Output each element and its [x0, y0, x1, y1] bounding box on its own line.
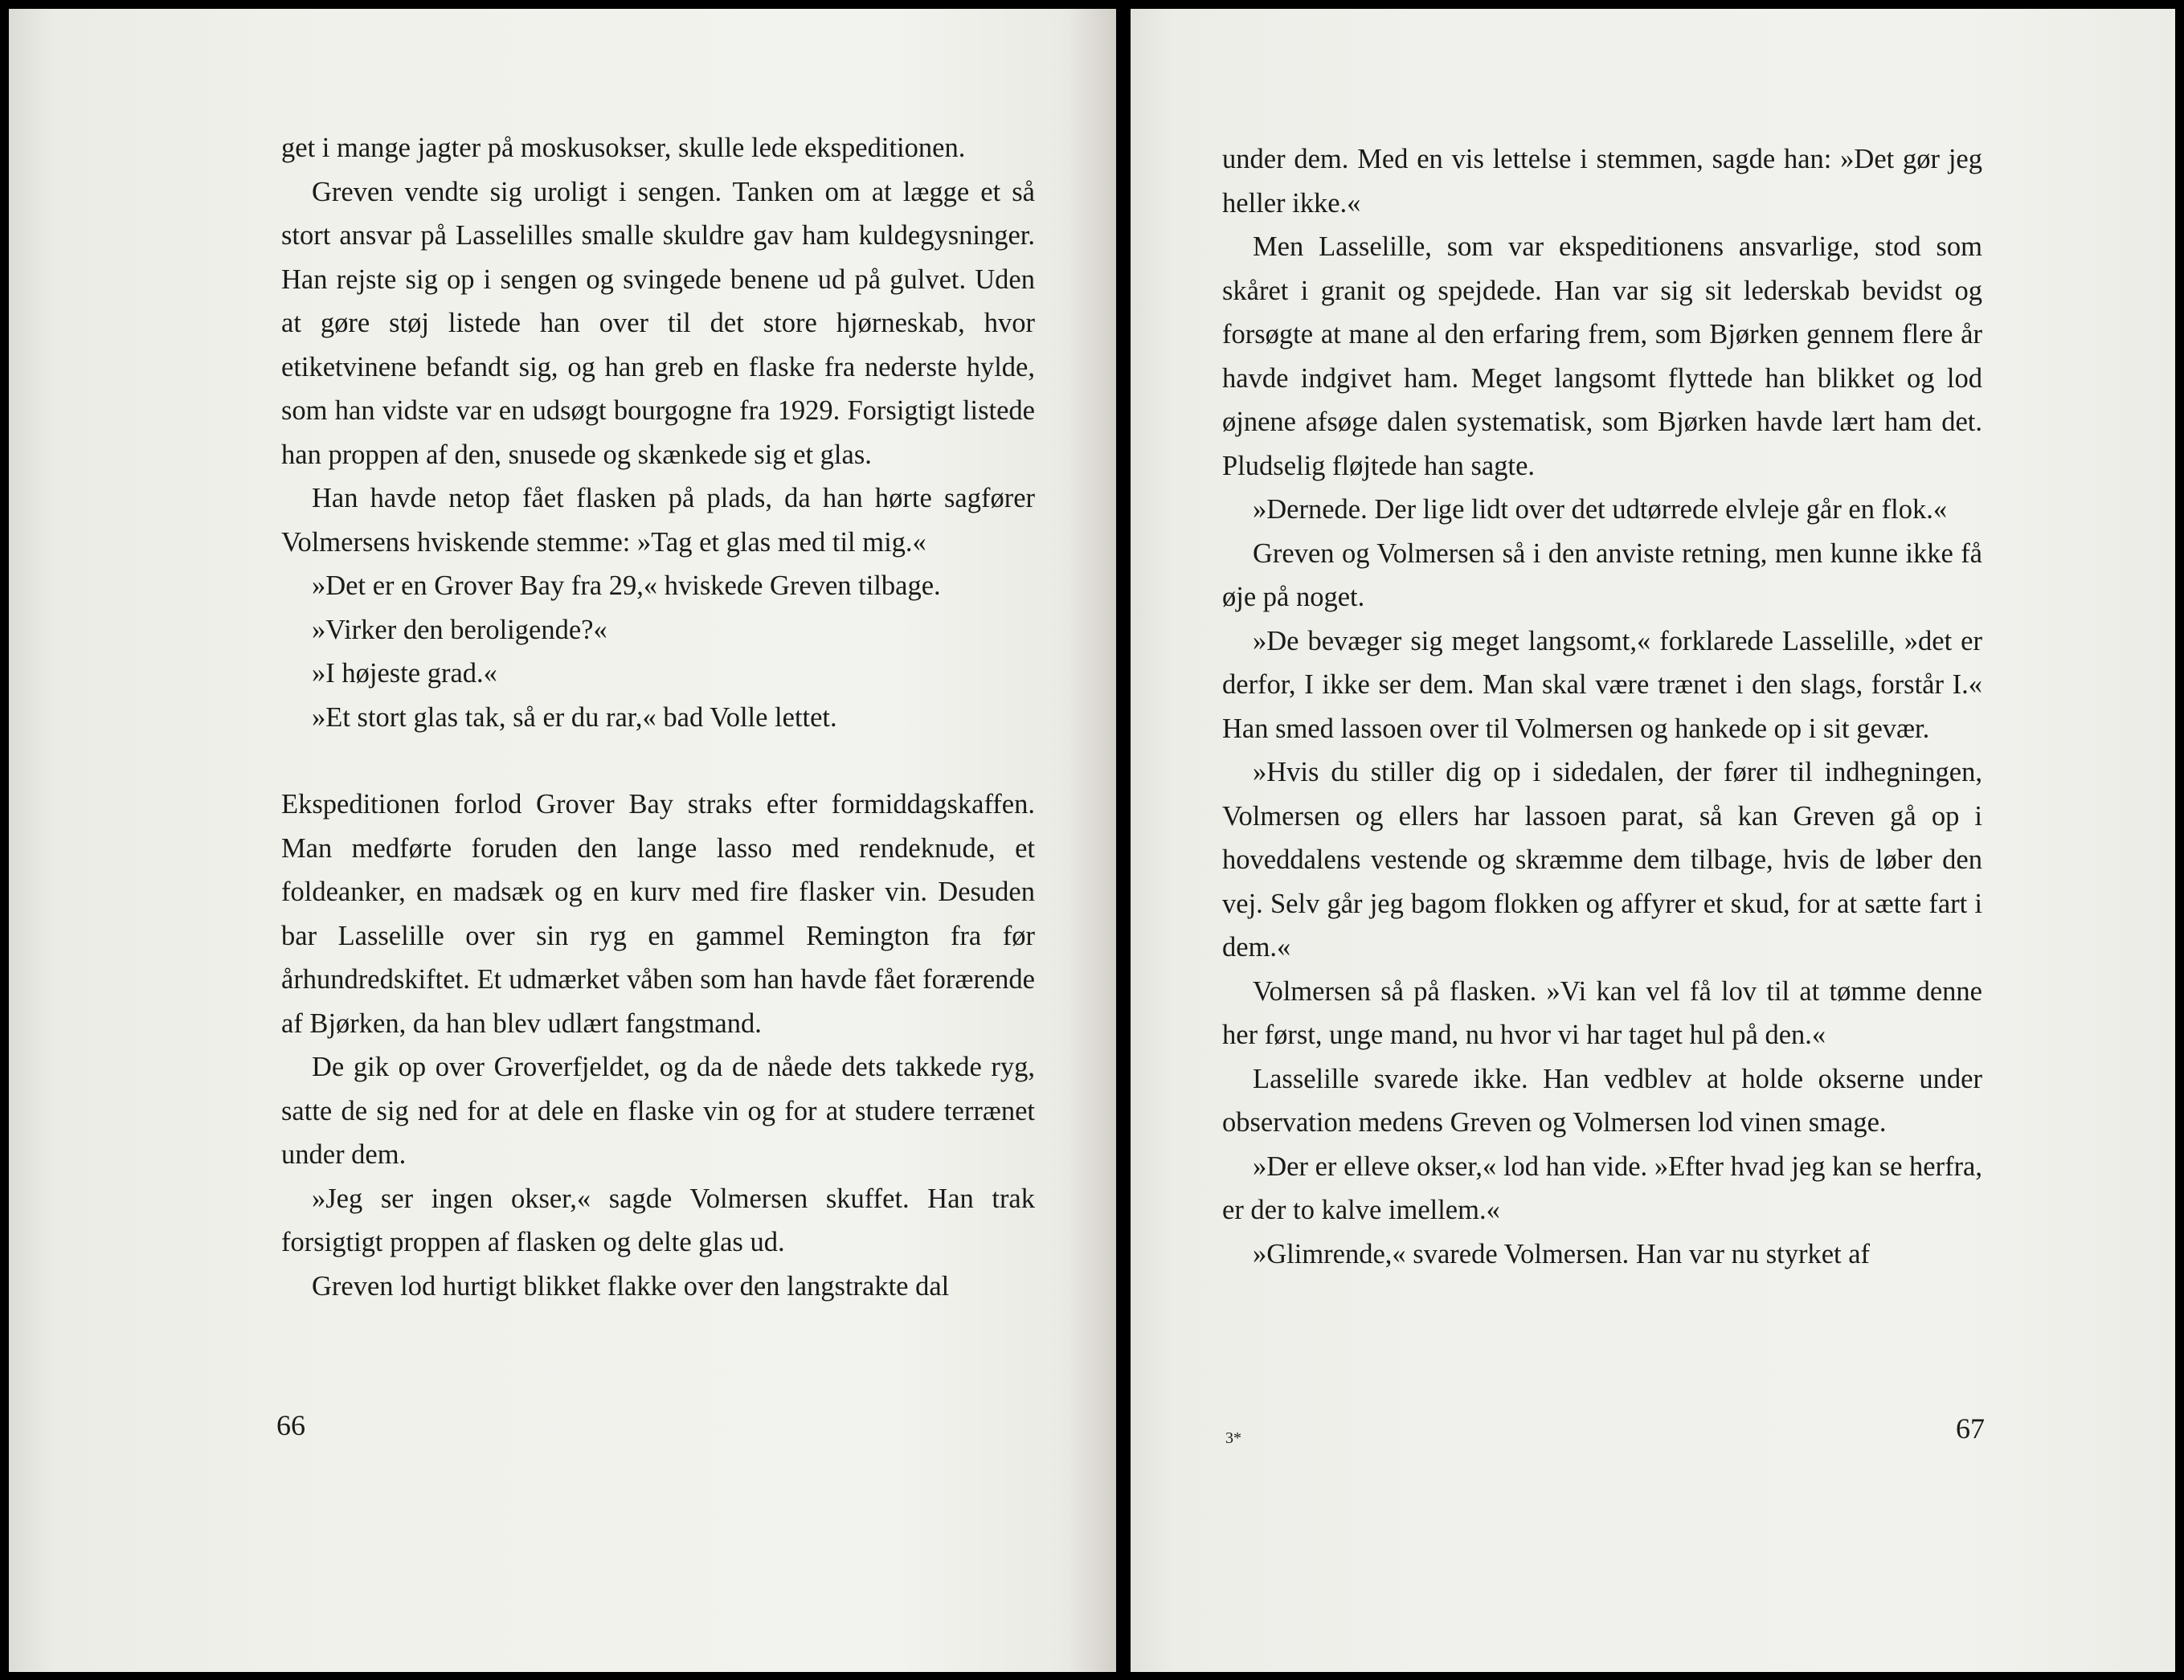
- paragraph: Volmersen så på flasken. »Vi kan vel få lov til at tømme denne her først, unge mand, nu hvor vi har taget hul på den.«: [1222, 975, 1982, 1050]
- paragraph: Ekspeditionen forlod Grover Bay straks efter formiddagskaffen. Man medførte foruden den lange lasso med rendeknude, et foldeanker, en madsæk og en kurv med fire flasker vin. Desuden bar Lasselille over sin ryg en gammel Remington fra før århundredskiftet. Et udmærket våben som han havde fået forærende af Bjørken, da han blev udlært fangstmand.: [281, 789, 1035, 1039]
- right-page-text: [1222, 137, 1982, 1276]
- paragraph: »Jeg ser ingen okser,« sagde Volmersen skuffet. Han trak forsigtigt proppen af flasken og delte glas ud.: [281, 1183, 1035, 1257]
- paragraph: Greven og Volmersen så i den anviste retning, men kunne ikke få øje på noget.: [1222, 538, 1982, 612]
- paragraph: Greven vendte sig uroligt i sengen. Tanken om at lægge et så stort ansvar på Lasselilles smalle skuldre gav ham kuldegysninger. Han rejste sig op i sengen og svingede benene ud på gulvet. Uden at gøre støj listede han over til det store hjørneskab, hvor etiketvinene befandt sig, og han greb en flaske fra nederste hylde, som han vidste var en udsøgt bourgogne fra 1929. Forsigtigt listede han proppen af den, snusede og skænkede sig et glas.: [281, 176, 1035, 470]
- paragraph: »Et stort glas tak, så er du rar,« bad Volle lettet.: [312, 701, 837, 733]
- right-page: [1131, 9, 2175, 1672]
- paragraph: Greven lod hurtigt blikket flakke over den langstrakte dal: [312, 1270, 950, 1302]
- paragraph: »De bevæger sig meget langsomt,« forklarede Lasselille, »det er derfor, I ikke ser dem. Man skal være trænet i den slags, forstår I.« Han smed lassoen over til Volmersen og hankede op i sit gevær.: [1222, 625, 1982, 744]
- paragraph: »Virker den beroligende?«: [312, 614, 607, 645]
- paragraph: »Det er en Grover Bay fra 29,« hviskede Greven tilbage.: [312, 570, 941, 601]
- paragraph: Lasselille svarede ikke. Han vedblev at holde okserne under observation medens Greven og Volmersen lod vinen smage.: [1222, 1063, 1982, 1138]
- paragraph: »Der er elleve okser,« lod han vide. »Efter hvad jeg kan se herfra, er der to kalve imellem.«: [1222, 1151, 1982, 1225]
- paragraph: »I højeste grad.«: [312, 658, 497, 689]
- page-number: 66: [276, 1409, 305, 1441]
- page-number: 67: [1956, 1412, 1985, 1445]
- paragraph: »Dernede. Der lige lidt over det udtørrede elvleje går en flok.«: [1253, 494, 1948, 525]
- paragraph: Han havde netop fået flasken på plads, da han hørte sagfører Volmersens hviskende stemme: »Tag et glas med til mig.«: [281, 483, 1035, 558]
- paragraph: De gik op over Groverfjeldet, og da de nåede dets takkede ryg, satte de sig ned for at dele en flaske vin og for at studere terrænet under dem.: [281, 1052, 1035, 1170]
- left-page: [9, 9, 1116, 1672]
- paragraph: get i mange jagter på moskusokser, skulle lede ekspeditionen.: [281, 133, 966, 163]
- paragraph: »Hvis du stiller dig op i sidedalen, der fører til indhegningen, Volmersen og ellers har lassoen parat, så kan Greven gå op i hoveddalens vestende og skræmme dem tilbage, hvis de løber den vej. Selv går jeg bagom flokken og affyrer et skud, for at sætte fart i dem.«: [1222, 757, 1982, 963]
- spine-shadow: [1068, 9, 1116, 1672]
- paragraph: under dem. Med en vis lettelse i stemmen, sagde han: »Det gør jeg heller ikke.«: [1222, 144, 1982, 219]
- left-page-text: [281, 126, 1035, 1308]
- signature-mark: 3*: [1225, 1429, 1241, 1447]
- paragraph: »Glimrende,« svarede Volmersen. Han var nu styrket af: [1253, 1238, 1871, 1269]
- paragraph: Men Lasselille, som var ekspeditionens ansvarlige, stod som skåret i granit og spejdede. Han var sig sit lederskab bevidst og forsøgte at mane al den erfaring frem, som Bjørken gennem flere år havde indgivet ham. Meget langsomt flyttede han blikket og lod øjnene afsøge dalen systematisk, som Bjørken havde lært ham det. Pludselig fløjtede han sagte.: [1222, 231, 1982, 481]
